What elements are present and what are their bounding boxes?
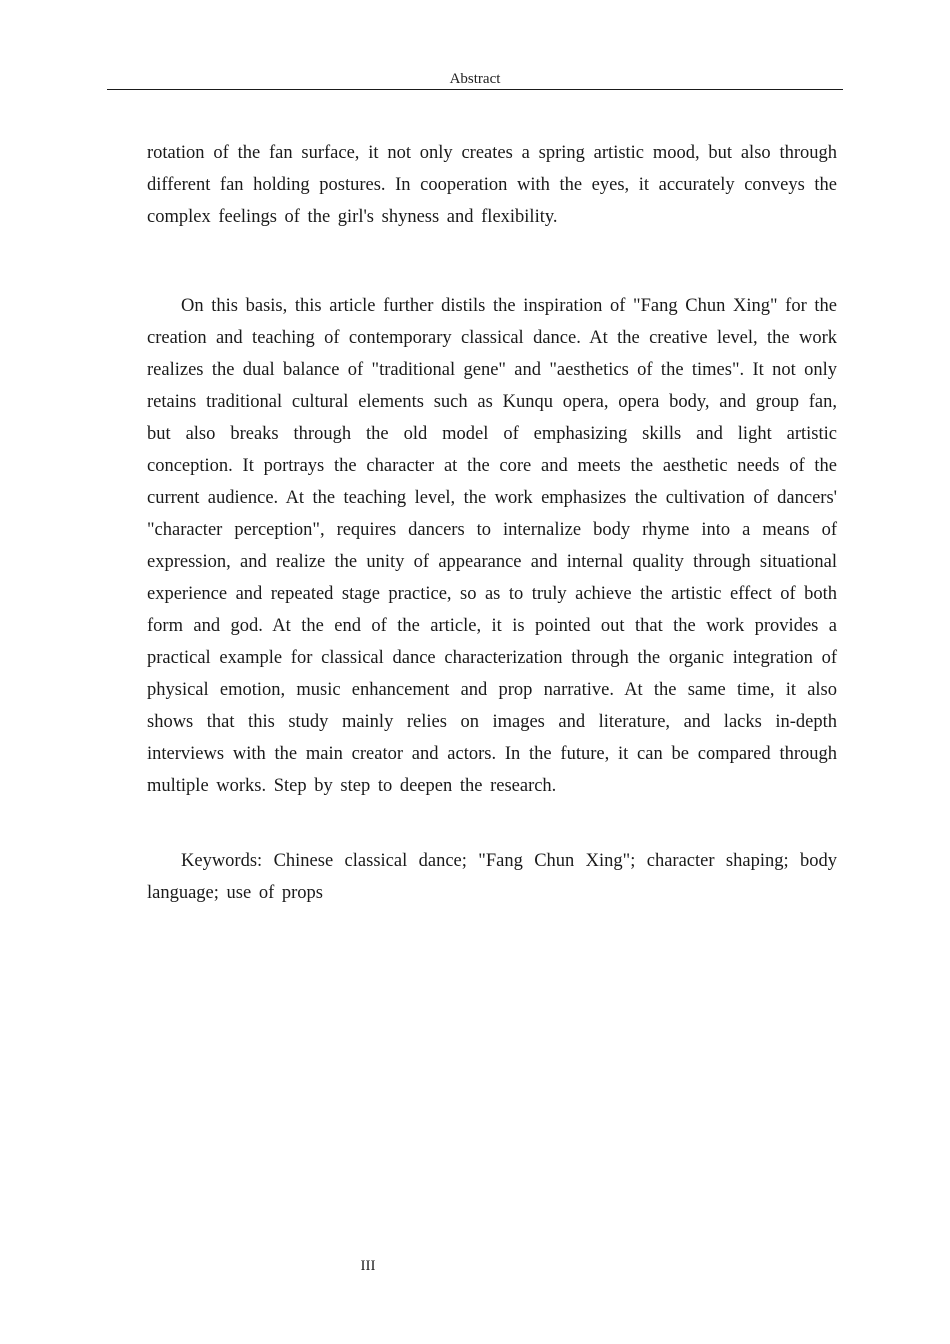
keywords-paragraph: Keywords: Chinese classical dance; "Fang Chun Xing"; character shaping; body language; use of props (147, 851, 837, 903)
running-header-title: Abstract (449, 71, 501, 87)
paragraph-continuation: rotation of the fan surface, it not only creates a spring artistic mood, but also through different fan holding postures. In cooperation with the eyes, it accurately conveys the complex feelings of the girl's shyness and flexibility. (147, 143, 837, 227)
page-number: III (360, 1258, 376, 1274)
paragraph-main: On this basis, this article further distils the inspiration of "Fang Chun Xing" for the creation and teaching of contemporary classical dance. At the creative level, the work realizes the dual balance of "traditional gene" and "aesthetics of the times". It not only retains traditional cultural elements such as Kunqu opera, opera body, and group fan, but also breaks through the old model of emphasizing skills and light artistic conception. It portrays the character at the core and meets the aesthetic needs of the current audience. At the teaching level, the work emphasizes the cultivation of dancers' "character perception", requires dancers to internalize body rhyme into a means of expression, and realize the unity of appearance and internal quality through situational experience and repeated stage practice, so as to truly achieve the artistic effect of both form and god. At the end of the article, it is pointed out that the work provides a practical example for classical dance characterization through the organic integration of physical emotion, music enhancement and prop narrative. At the same time, it also shows that this study mainly relies on images and literature, and lacks in-depth interviews with the main creator and actors. In the future, it can be compared through multiple works. Step by step to deepen the research. (147, 296, 837, 796)
header-rule (107, 89, 843, 90)
